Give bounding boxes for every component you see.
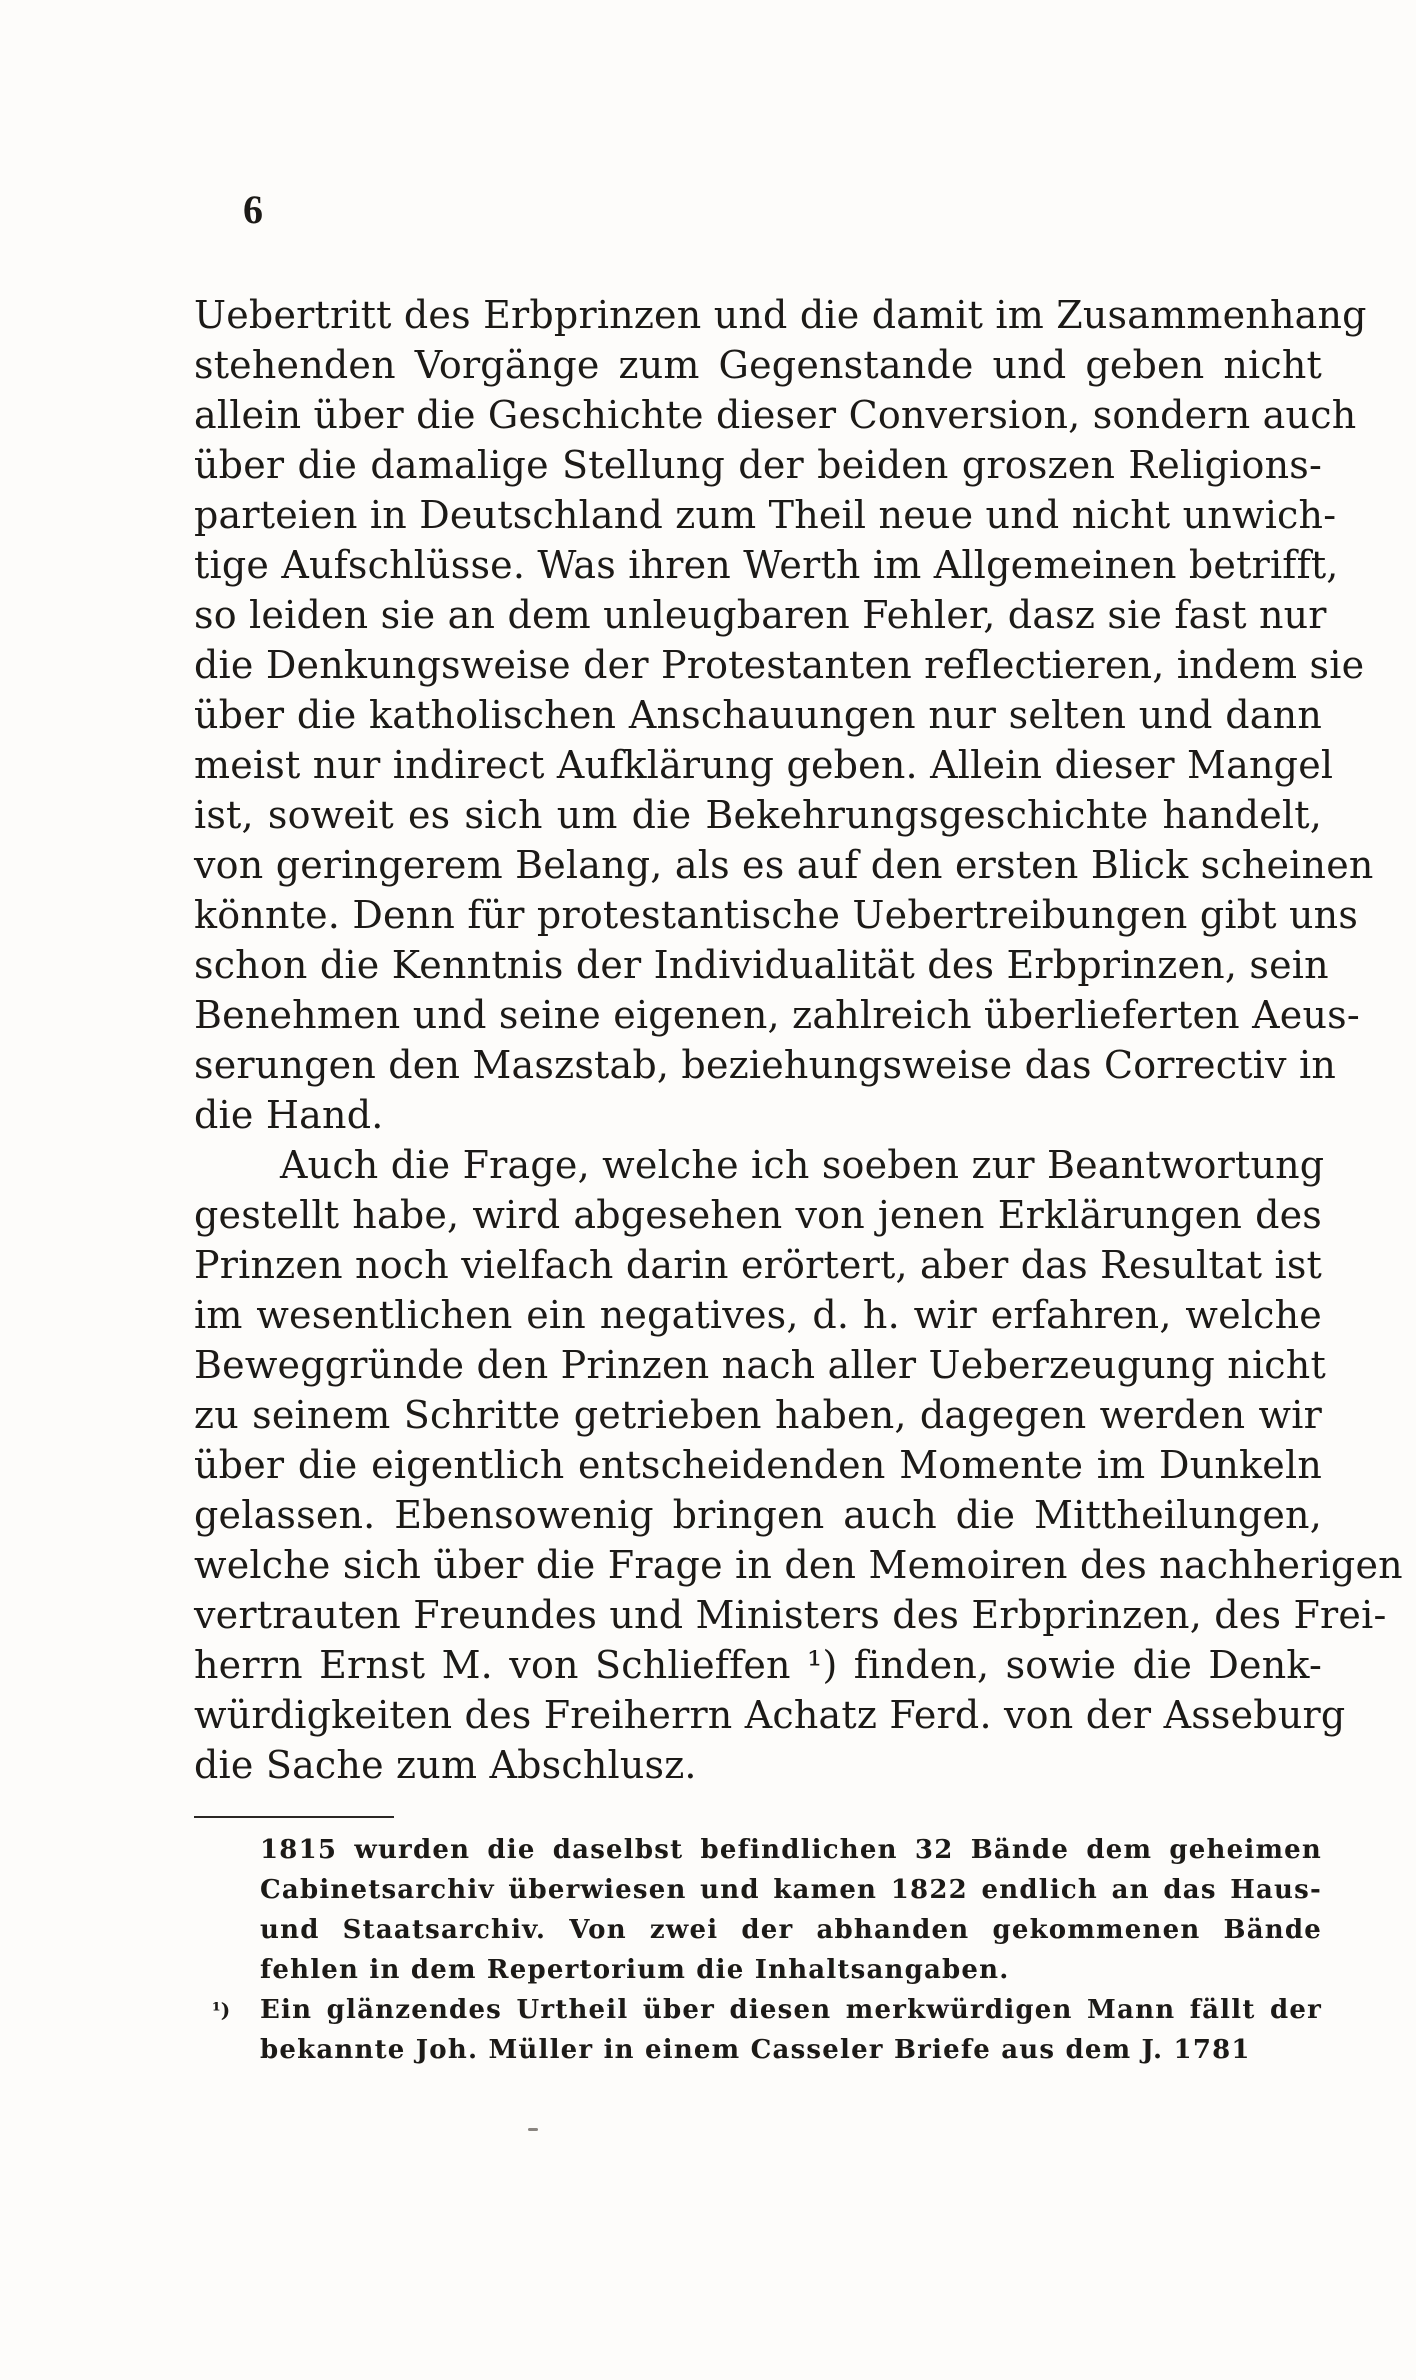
paper-speck — [528, 2128, 538, 2131]
text-line: tige Aufschlüsse. Was ihren Werth im Allgemeinen betrifft, — [194, 543, 1339, 587]
text-line: allein über die Geschichte dieser Conversion, sondern auch — [194, 393, 1357, 437]
text-line: stehenden Vorgänge zum Gegenstande und geben nicht — [194, 343, 1322, 387]
text-line: über die katholischen Anschauungen nur selten und dann — [194, 693, 1322, 737]
footnote-line: Cabinetsarchiv überwiesen und kamen 1822 endlich an das Haus- — [260, 1875, 1322, 1905]
text-line: Benehmen und seine eigenen, zahlreich überlieferten Aeus- — [194, 993, 1360, 1037]
text-line: könnte. Denn für protestantische Uebertreibungen gibt uns — [194, 893, 1359, 937]
footnote-line: bekannte Joh. Müller in einem Casseler Briefe aus dem J. 1781 — [260, 2035, 1251, 2065]
text-line: die Denkungsweise der Protestanten reflectieren, indem sie — [194, 643, 1365, 687]
body-text — [194, 290, 1403, 1790]
text-line: so leiden sie an dem unleugbaren Fehler, dasz sie fast nur — [194, 593, 1327, 637]
footnote-line: und Staatsarchiv. Von zwei der abhanden gekommenen Bände — [260, 1915, 1322, 1945]
text-line: Prinzen noch vielfach darin erörtert, aber das Resultat ist — [194, 1243, 1322, 1287]
page-number: 6 — [243, 187, 263, 232]
footnotes — [194, 1830, 1322, 2070]
text-line: gestellt habe, wird abgesehen von jenen Erklärungen des — [194, 1193, 1322, 1237]
text-line: im wesentlichen ein negatives, d. h. wir erfahren, welche — [194, 1293, 1322, 1337]
text-line: Beweggründe den Prinzen nach aller Ueberzeugung nicht — [194, 1343, 1326, 1387]
text-line: serungen den Maszstab, beziehungsweise das Correctiv in — [194, 1043, 1337, 1087]
footnote-line: Ein glänzendes Urtheil über diesen merkwürdigen Mann fällt der — [260, 1995, 1322, 2025]
text-line: würdigkeiten des Freiherrn Achatz Ferd. von der Asseburg — [194, 1693, 1346, 1737]
footnote-rule — [194, 1816, 394, 1818]
text-line: Auch die Frage, welche ich soeben zur Beantwortung — [280, 1143, 1325, 1187]
text-line: zu seinem Schritte getrieben haben, dagegen werden wir — [194, 1393, 1322, 1437]
footnote-line: 1815 wurden die daselbst befindlichen 32 Bände dem geheimen — [260, 1835, 1322, 1865]
text-line: die Sache zum Abschlusz. — [194, 1743, 697, 1787]
text-line: schon die Kenntnis der Individualität des Erbprinzen, sein — [194, 943, 1329, 987]
text-line: über die eigentlich entscheidenden Momente im Dunkeln — [194, 1443, 1322, 1487]
text-line: die Hand. — [194, 1093, 384, 1137]
text-line: Uebertritt des Erbprinzen und die damit im Zusammenhang — [194, 293, 1367, 337]
text-line: gelassen. Ebensowenig bringen auch die Mittheilungen, — [194, 1493, 1322, 1537]
text-line: parteien in Deutschland zum Theil neue und nicht unwich- — [194, 493, 1337, 537]
text-line: ist, soweit es sich um die Bekehrungsgeschichte handelt, — [194, 793, 1322, 837]
text-line: welche sich über die Frage in den Memoiren des nachherigen — [194, 1543, 1403, 1587]
text-line: meist nur indirect Aufklärung geben. Allein dieser Mangel — [194, 743, 1334, 787]
text-line: herrn Ernst M. von Schlieffen ¹) finden, sowie die Denk- — [194, 1643, 1322, 1687]
text-line: über die damalige Stellung der beiden groszen Religions- — [194, 443, 1322, 487]
footnote-line: fehlen in dem Repertorium die Inhaltsangaben. — [260, 1955, 1010, 1985]
text-line: von geringerem Belang, als es auf den ersten Blick scheinen — [194, 843, 1374, 887]
text-line: vertrauten Freundes und Ministers des Erbprinzen, des Frei- — [194, 1593, 1387, 1637]
footnote-marker: ¹) — [212, 1998, 231, 2022]
